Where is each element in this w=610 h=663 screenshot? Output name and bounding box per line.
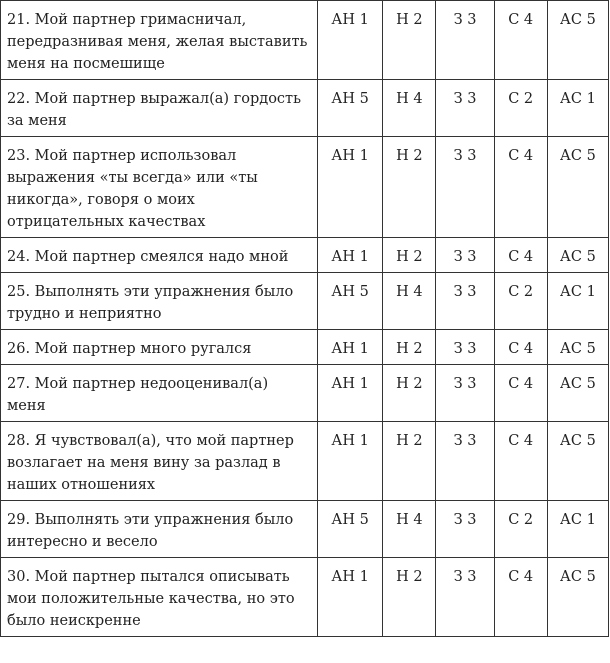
question-text: 24. Мой партнер смеялся надо мной	[1, 238, 318, 273]
question-text: 25. Выполнять эти упражнения было трудно и неприятно	[1, 273, 318, 330]
option-cell: АН 1	[318, 365, 383, 422]
table-row	[1, 80, 609, 137]
question-text: 21. Мой партнер гримасничал, передразнивая меня, желая выставить меня на посмешище	[1, 1, 318, 80]
table-row	[1, 558, 609, 637]
option-cell: АН 1	[318, 422, 383, 501]
table-row	[1, 365, 609, 422]
option-cell: Н 4	[383, 501, 436, 558]
option-cell: АН 1	[318, 137, 383, 238]
option-cell: Н 4	[383, 80, 436, 137]
table-row	[1, 501, 609, 558]
option-cell: Н 2	[383, 330, 436, 365]
option-cell: АС 1	[547, 273, 608, 330]
option-cell: АС 1	[547, 80, 608, 137]
option-cell: З 3	[436, 330, 494, 365]
question-text: 30. Мой партнер пытался описывать мои положительные качества, но это было неискренне	[1, 558, 318, 637]
option-cell: АС 5	[547, 365, 608, 422]
option-cell: АН 1	[318, 330, 383, 365]
option-cell: Н 2	[383, 1, 436, 80]
option-cell: З 3	[436, 558, 494, 637]
option-cell: АС 5	[547, 422, 608, 501]
question-text: 28. Я чувствовал(а), что мой партнер возлагает на меня вину за разлад в наших отношениях	[1, 422, 318, 501]
option-cell: Н 2	[383, 422, 436, 501]
question-text: 23. Мой партнер использовал выражения «ты всегда» или «ты никогда», говоря о моих отрицательных качествах	[1, 137, 318, 238]
option-cell: З 3	[436, 80, 494, 137]
table-row	[1, 273, 609, 330]
table-row	[1, 1, 609, 80]
option-cell: АС 5	[547, 558, 608, 637]
option-cell: З 3	[436, 422, 494, 501]
option-cell: С 4	[494, 365, 547, 422]
option-cell: С 4	[494, 1, 547, 80]
table-row	[1, 330, 609, 365]
option-cell: Н 4	[383, 273, 436, 330]
table-row	[1, 422, 609, 501]
question-text: 22. Мой партнер выражал(а) гордость за меня	[1, 80, 318, 137]
option-cell: АН 5	[318, 501, 383, 558]
option-cell: АС 5	[547, 1, 608, 80]
option-cell: С 4	[494, 238, 547, 273]
option-cell: АС 5	[547, 330, 608, 365]
question-text: 27. Мой партнер недооценивал(а) меня	[1, 365, 318, 422]
option-cell: Н 2	[383, 238, 436, 273]
option-cell: АН 5	[318, 273, 383, 330]
option-cell: З 3	[436, 365, 494, 422]
option-cell: З 3	[436, 501, 494, 558]
option-cell: З 3	[436, 238, 494, 273]
option-cell: АС 1	[547, 501, 608, 558]
option-cell: АН 1	[318, 1, 383, 80]
option-cell: З 3	[436, 273, 494, 330]
question-text: 29. Выполнять эти упражнения было интересно и весело	[1, 501, 318, 558]
option-cell: Н 2	[383, 137, 436, 238]
option-cell: З 3	[436, 1, 494, 80]
option-cell: С 4	[494, 137, 547, 238]
option-cell: С 4	[494, 558, 547, 637]
option-cell: С 2	[494, 273, 547, 330]
option-cell: С 4	[494, 422, 547, 501]
option-cell: АС 5	[547, 238, 608, 273]
option-cell: С 2	[494, 80, 547, 137]
option-cell: АН 1	[318, 558, 383, 637]
table-row	[1, 238, 609, 273]
option-cell: АН 5	[318, 80, 383, 137]
option-cell: С 2	[494, 501, 547, 558]
option-cell: З 3	[436, 137, 494, 238]
table-row	[1, 137, 609, 238]
question-text: 26. Мой партнер много ругался	[1, 330, 318, 365]
option-cell: АС 5	[547, 137, 608, 238]
option-cell: Н 2	[383, 558, 436, 637]
option-cell: Н 2	[383, 365, 436, 422]
option-cell: С 4	[494, 330, 547, 365]
option-cell: АН 1	[318, 238, 383, 273]
